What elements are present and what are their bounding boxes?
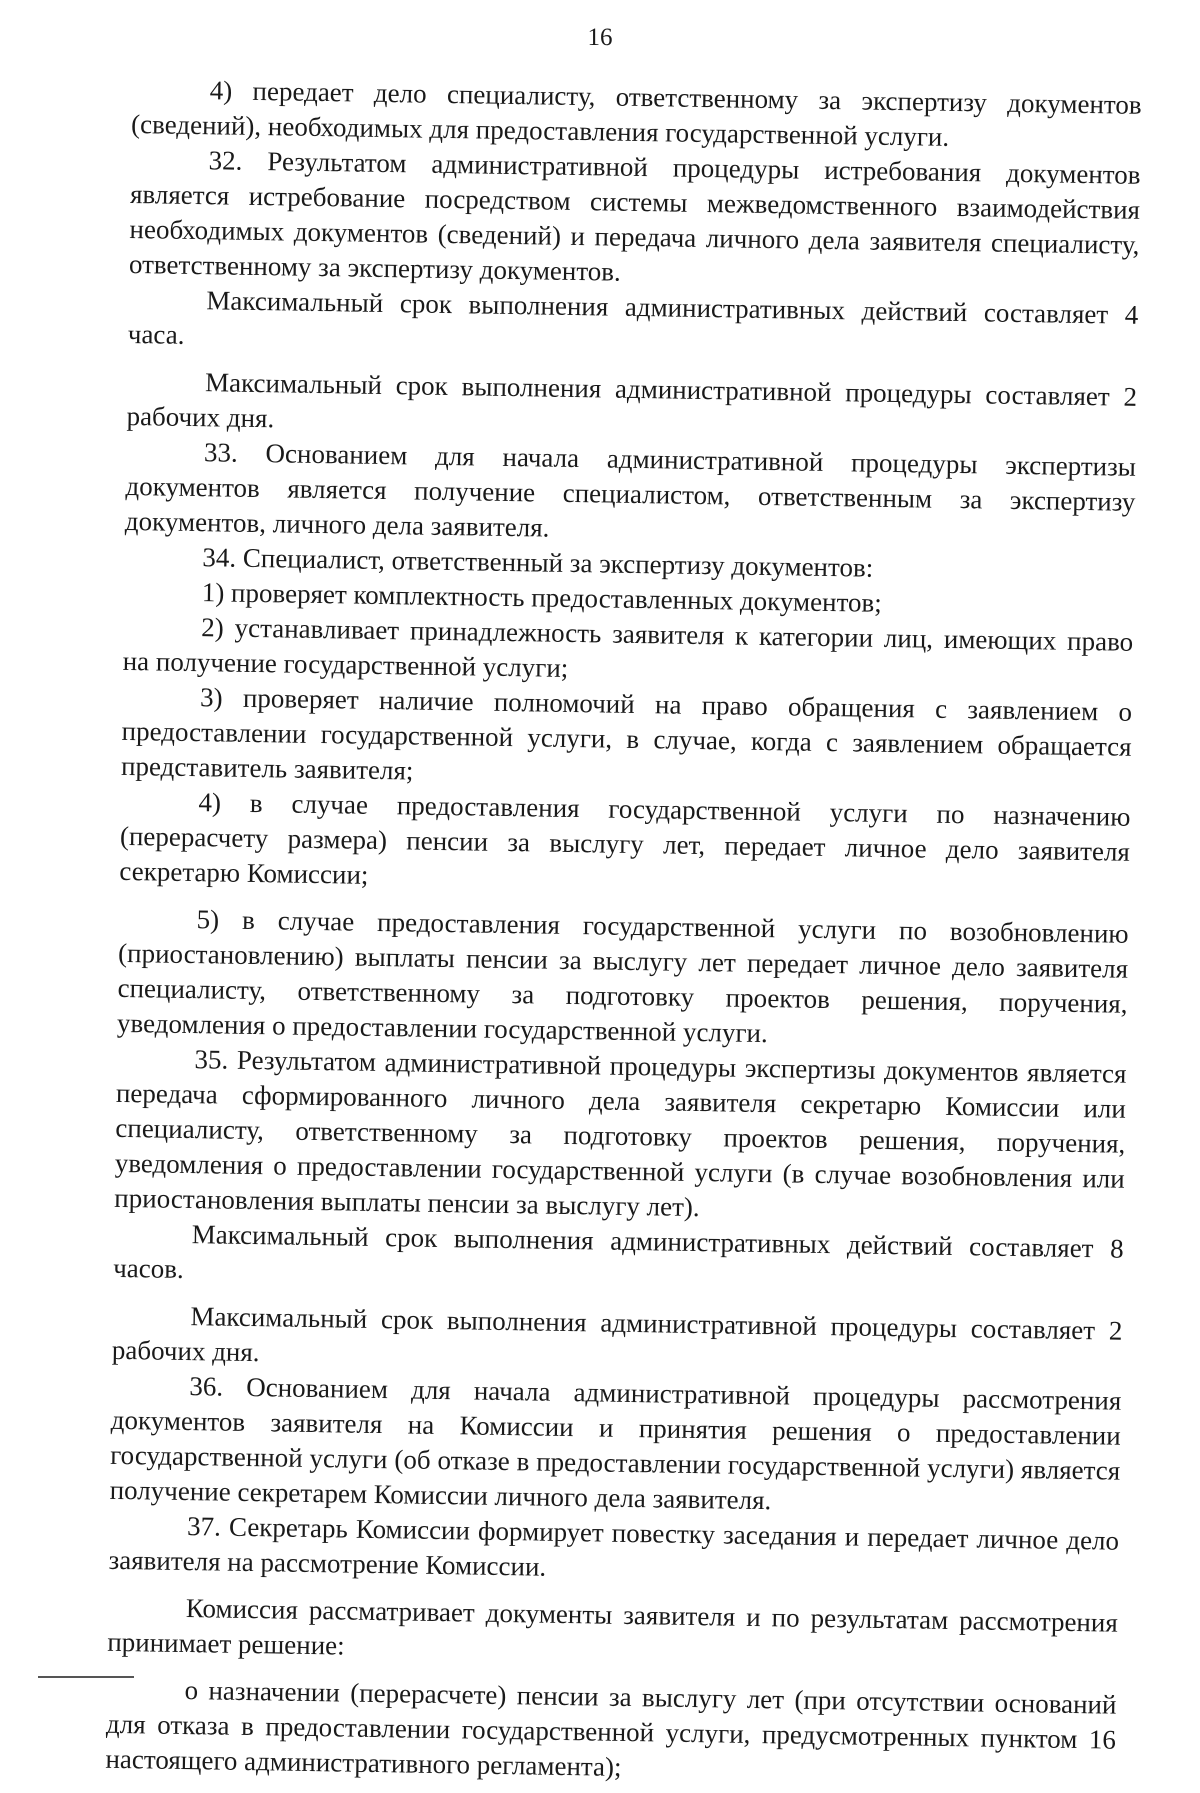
paragraph: 3) проверяет наличие полномочий на право обращения с заявлением о предоставлении государственной услуги, в случае, когда с заявлением обращается представитель заявителя; xyxy=(120,682,1133,786)
paragraph: Максимальный срок выполнения административных действий составляет 4 часа. xyxy=(127,285,1139,350)
paragraph: Комиссия рассматривает документы заявителя и по результатам рассмотрения принимает решение: xyxy=(107,1593,1119,1661)
paragraph: 34. Специалист, ответственный за экспертизу документов: xyxy=(202,542,874,583)
paragraph: Максимальный срок выполнения административной процедуры составляет 2 рабочих дня. xyxy=(111,1301,1123,1368)
paragraph: 35. Результатом административной процедуры экспертизы документов является передача сформированного личного дела заявителя секретарю Комиссии или специалисту, ответственному за подготовку проектов решения, поручения, уведомления о предоставлении государственной услуги (в случае возобновления или приостановления выплаты пенсии за выслугу лет). xyxy=(114,1044,1127,1223)
paragraph: 33. Основанием для начала административной процедуры экспертизы документов является получение специалистом, ответственным за экспертизу документов, личного дела заявителя. xyxy=(124,437,1137,543)
document-body xyxy=(105,72,1142,1793)
footnote-rule xyxy=(38,1676,134,1678)
paragraph: 5) в случае предоставления государственной услуги по возобновлению (приостановлению) выплаты пенсии за выслугу лет передает личное дело заявителя специалисту, ответственному за подготовку проектов решения, поручения, уведомления о предоставлении государственной услуги. xyxy=(116,904,1129,1049)
paragraph: 4) передает дело специалисту, ответственному за экспертизу документов (сведений), необходимых для предоставления государственной услуги. xyxy=(130,75,1142,152)
paragraph: 36. Основанием для начала административной процедуры рассмотрения документов заявителя на Комиссии и принятия решения о предоставлении государственной услуги (об отказе в предоставлении государственной услуги) является получение секретарем Комиссии личного дела заявителя. xyxy=(109,1371,1122,1516)
paragraph: 4) в случае предоставления государственной услуги по назначению (перерасчету размера) пенсии за выслугу лет, передает личное дело заявителя секретарю Комиссии; xyxy=(119,787,1131,890)
paragraph: 1) проверяет комплектность предоставленных документов; xyxy=(201,577,883,618)
paragraph: Максимальный срок выполнения административной процедуры составляет 2 рабочих дня. xyxy=(126,367,1138,434)
paragraph: о назначении (перерасчете) пенсии за выслугу лет (при отсутствии оснований для отказа в предоставлении государственной услуги, предусмотренных пунктом 16 настоящего административного регламента); xyxy=(105,1675,1117,1782)
paragraph: 37. Секретарь Комиссии формирует повестку заседания и передает личное дело заявителя на рассмотрение Комиссии. xyxy=(108,1511,1120,1582)
paragraph: 32. Результатом административной процедуры истребования документов является истребование посредством системы межведомственного взаимодействия необходимых документов (сведений) и передача личного дела заявителя специалисту, ответственному за экспертизу документов. xyxy=(128,145,1141,287)
page-number: 16 xyxy=(587,24,613,51)
paragraph: Максимальный срок выполнения административных действий составляет 8 часов. xyxy=(112,1219,1124,1284)
paragraph: 2) устанавливает принадлежность заявителя к категории лиц, имеющих право на получение государственной услуги; xyxy=(122,612,1134,683)
